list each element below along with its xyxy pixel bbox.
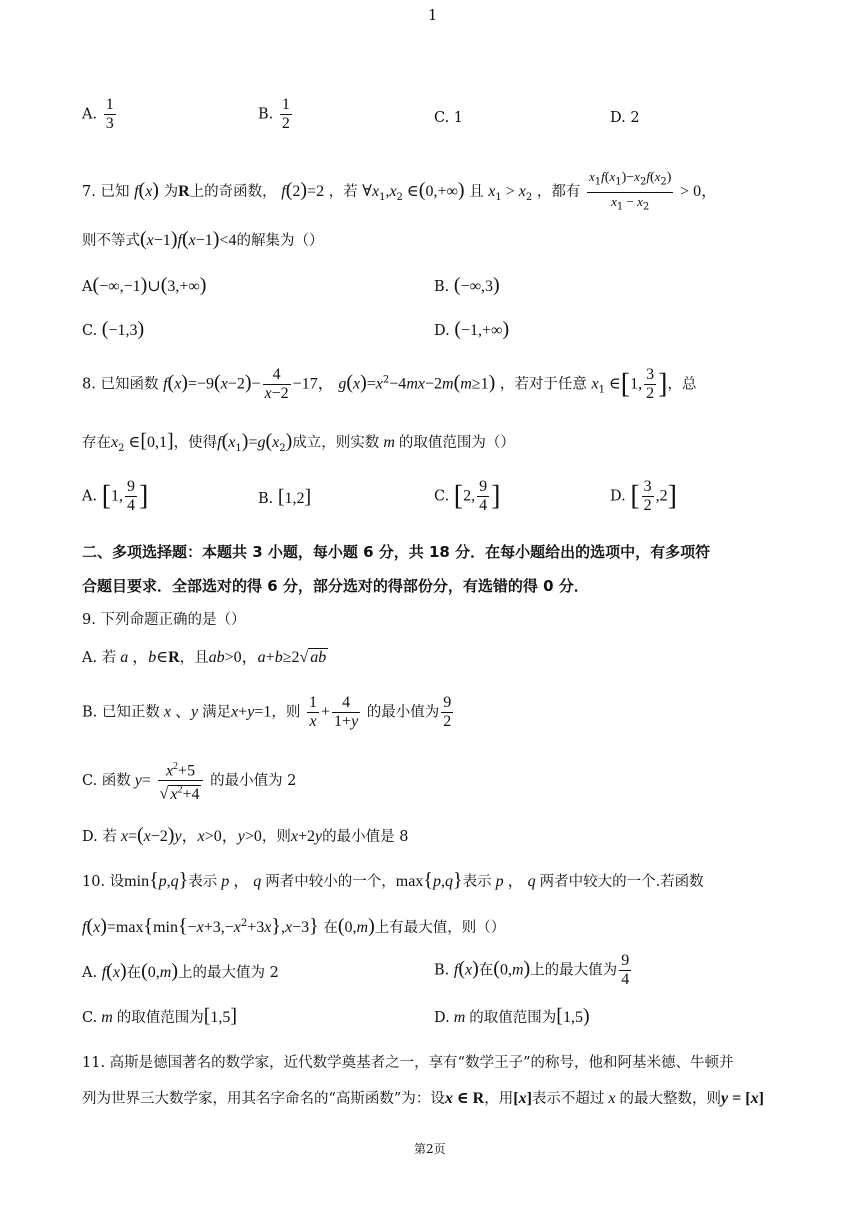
q6-option-c: C. 1 bbox=[434, 110, 464, 126]
q8-stem-line1: 8. 已知函数 f(x)=−9(x−2)− $\frac{4}{x-2}$ −17， $g(x)=x^2-4mx-2m(m\ge 1)$ ，若对于任意 $x_1$ ∈[1, $\frac{3}{2}$ ]，总 bbox=[82, 366, 697, 402]
q6-option-d: D. 2 bbox=[610, 110, 640, 126]
q9-option-b: B. 已知正数 x 、y 满足x+y=1，则 $\frac{1}{x}$ + $\frac{4}{1+y}$ 的最小值为 $\frac{9}{2}$ bbox=[82, 694, 452, 730]
q7-option-c: C. (−1,3) bbox=[82, 318, 145, 340]
q10-stem-line2: $f(x)=\max\{\min\{-x+3,-x^2+3x\},x-3\}$ 在(0,m)上有最大值，则（） bbox=[82, 914, 506, 937]
q7-option-a: A(−∞,−1)∪(3,+∞) bbox=[82, 274, 207, 296]
q9-stem: 9. 下列命题正确的是（） bbox=[82, 612, 246, 628]
q11-stem-line2: 列为世界三大数学家，用其名字命名的“高斯函数”为：设x ∈ R，用[x]表示不超过 x 的最大整数，则y = [x] bbox=[82, 1090, 764, 1107]
q8-option-d: D. [ $\frac{3}{2}$ ,2] bbox=[610, 478, 677, 514]
q8-option-c: C. [2, $\frac{9}{4}$ ] bbox=[434, 478, 501, 514]
q8-option-b: B. [1,2] bbox=[258, 486, 312, 508]
q10-option-c: C. m 的取值范围为[1,5] bbox=[82, 1005, 238, 1027]
q10-option-d: D. m 的取值范围为[1,5) bbox=[434, 1005, 590, 1027]
header-page-number: 1 bbox=[428, 8, 438, 24]
q9-option-d: D. 若 x=(x−2)y，x>0，y>0，则x+2y的最小值是 8 bbox=[82, 824, 409, 846]
q10-option-b: B. f(x)在(0,m)上的最大值为 $\frac{9}{4}$ bbox=[434, 952, 630, 988]
q8-option-a: A. [1, $\frac{9}{4}$ ] bbox=[82, 478, 149, 514]
q7-option-b: B. (−∞,3) bbox=[434, 274, 500, 296]
q10-option-a: A. f(x)在(0,m)上的最大值为 2 bbox=[82, 960, 279, 982]
q10-stem-line1: 10. 设min{p,q}表示 p ， q 两者中较小的一个，max{p,q}表示 p ， q 两者中较大的一个.若函数 bbox=[82, 869, 704, 891]
q6-option-a: A. $\frac{1}{3}$ bbox=[82, 96, 114, 132]
section2-heading-line1: 二、多项选择题：本题共 3 小题，每小题 6 分，共 18 分．在每小题给出的选项中，有多项符 bbox=[82, 543, 711, 561]
q9-option-a: A. 若 a ，b∈R，且ab>0，a+b≥2√ ab bbox=[82, 649, 327, 666]
q6-option-b: B. $\frac{1}{2}$ bbox=[258, 96, 290, 132]
footer-page-label: 第2页 bbox=[414, 1142, 446, 1156]
q7-stem-line1: 7. 已知 f(x) 为R上的奇函数， f(2)=2 ，若 $\forall x_1,x_2$ ∈(0,+∞) 且 $x_1 > x_2$ ，都有 $\frac{x_1f(x_1)-x_2f(x_2)}{x_1 - x_2}$ > 0， bbox=[82, 168, 717, 216]
q9-option-c: C. 函数 y= $\frac{x^2+5}{√ x^2+4}$ 的最小值为 2 bbox=[82, 761, 297, 803]
q11-stem-line1: 11. 高斯是德国著名的数学家，近代数学奠基者之一，享有“数学王子”的称号，他和阿基米德、牛顿并 bbox=[82, 1055, 734, 1071]
q7-stem-line2: 则不等式(x−1)f(x−1)<4的解集为（） bbox=[82, 228, 324, 250]
q8-stem-line2: 存在$x_2$ ∈[0,1]，使得$f(x_1)=g(x_2)$成立，则实数 m 的取值范围为（） bbox=[82, 430, 515, 454]
section2-heading-line2: 合题目要求．全部选对的得 6 分，部分选对的得部份分，有选错的得 0 分． bbox=[82, 577, 589, 595]
q7-option-d: D. (−1,+∞) bbox=[434, 318, 510, 340]
